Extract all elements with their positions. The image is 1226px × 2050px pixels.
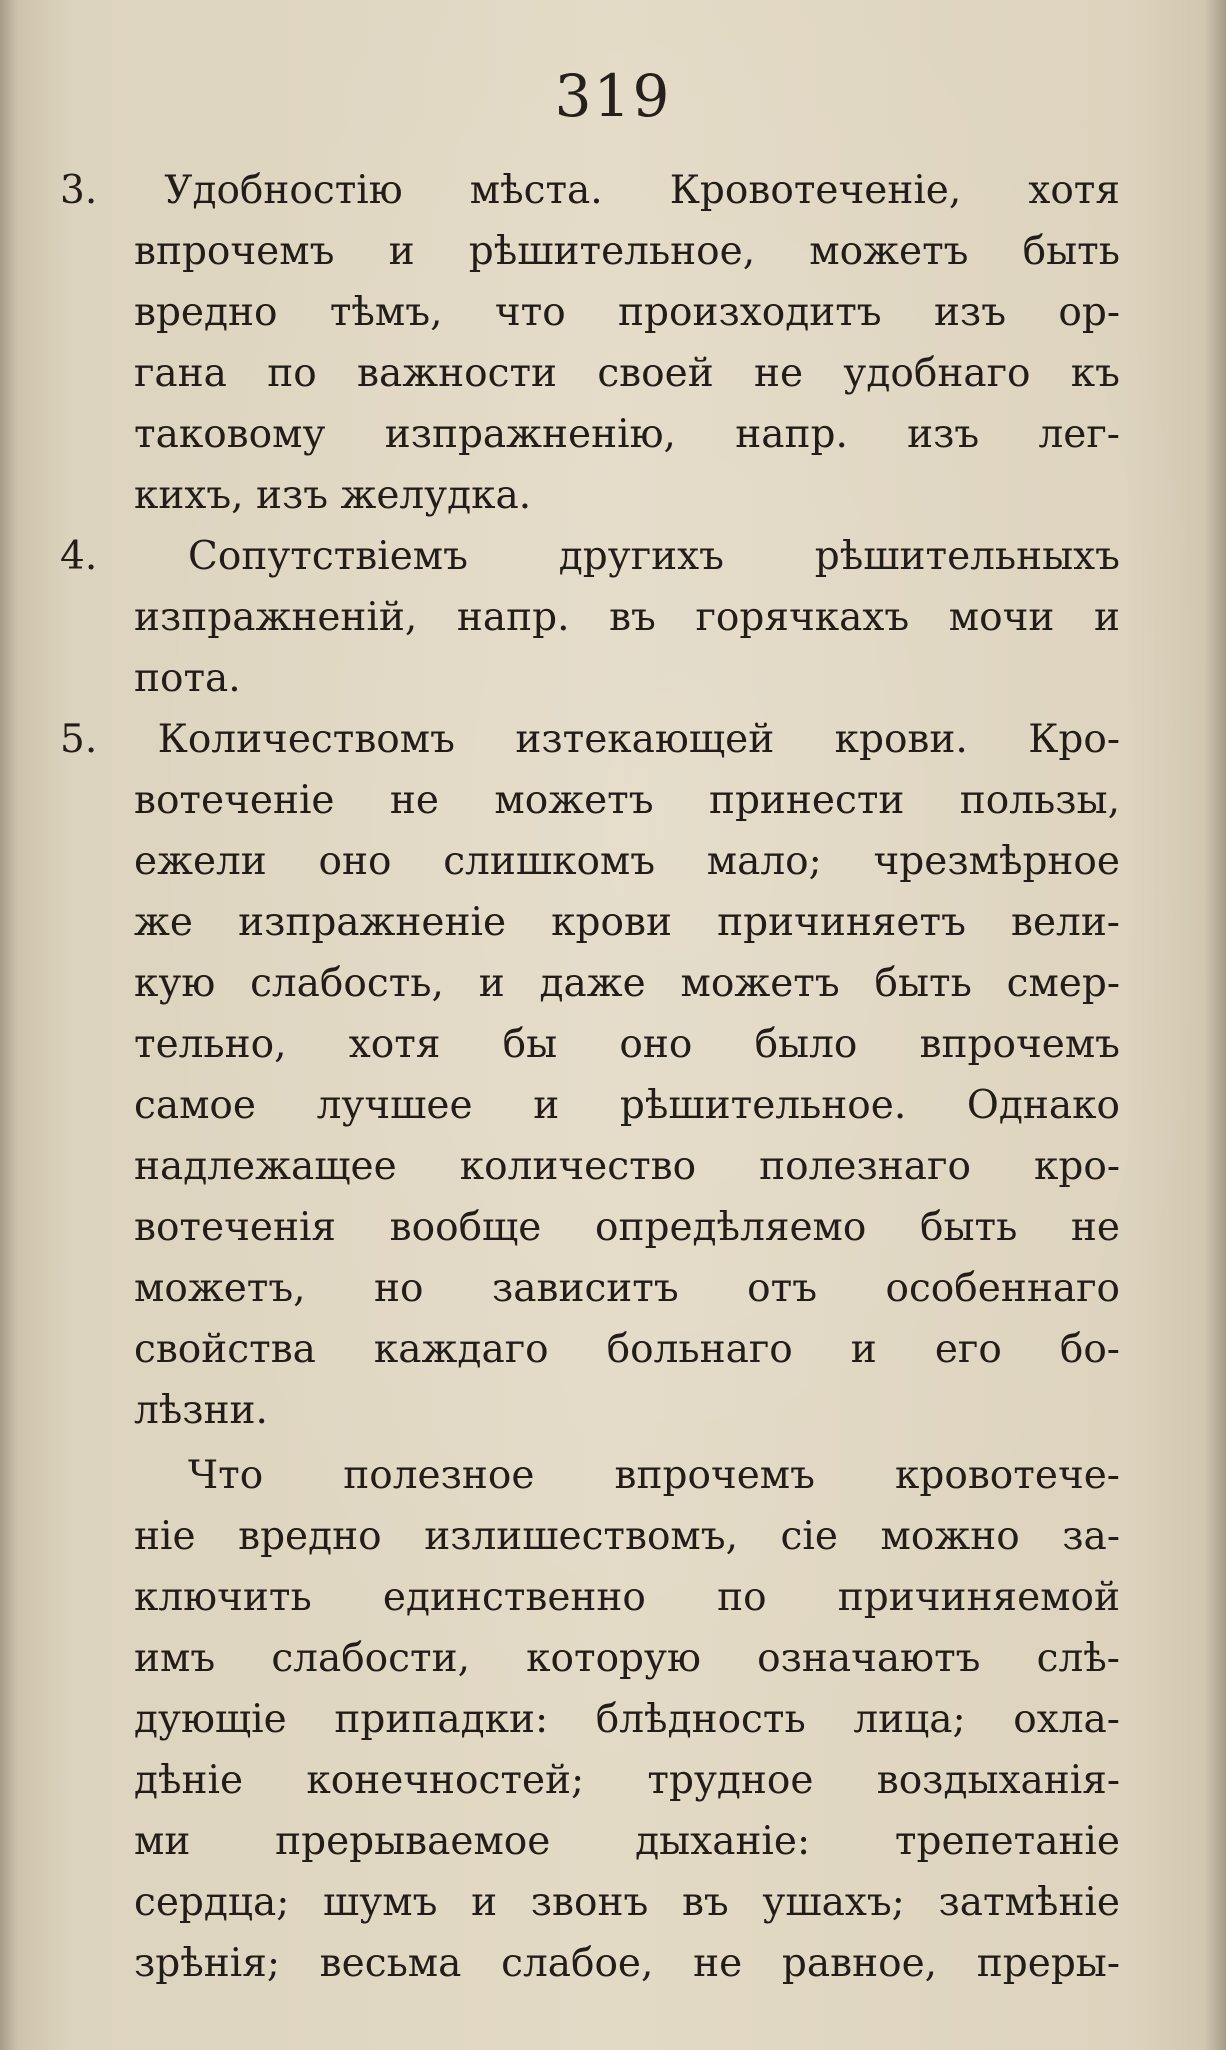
text-line: Что полезное впрочемъ кровотече-	[188, 1453, 1120, 1498]
text-line: вотеченіе не можетъ принести пользы,	[134, 778, 1120, 823]
text-line: же изпражненіе крови причиняетъ вели-	[134, 900, 1120, 945]
text-line: таковому изпражненію, напр. изъ лег-	[134, 412, 1120, 457]
text-line: сердца; шумъ и звонъ въ ушахъ; затмѣніе	[134, 1880, 1120, 1925]
text-line: 4. Сопутствіемъ другихъ рѣшительныхъ	[60, 534, 1120, 579]
text-line: тельно, хотя бы оно было впрочемъ	[134, 1022, 1120, 1067]
text-line: надлежащее количество полезнаго кро-	[134, 1144, 1120, 1189]
text-line: ключить единственно по причиняемой	[134, 1575, 1120, 1620]
text-line: самое лучшее и рѣшительное. Однако	[134, 1083, 1120, 1128]
text-line: пота.	[134, 656, 241, 701]
text-line: ніе вредно излишествомъ, сіе можно за-	[134, 1514, 1120, 1559]
text-line: дѣніе конечностей; трудное воздыханія-	[134, 1758, 1120, 1803]
text-line: вотеченія вообще опредѣляемо быть не	[134, 1205, 1120, 1250]
text-line: ми прерываемое дыханіе: трепетаніе	[134, 1819, 1120, 1864]
text-line: можетъ, но зависитъ отъ особеннаго	[134, 1266, 1120, 1311]
page-number: 319	[554, 62, 672, 130]
text-line: лѣзни.	[134, 1388, 268, 1433]
page-body-text	[60, 160, 1120, 1994]
text-line: гана по важности своей не удобнаго къ	[134, 351, 1120, 396]
text-line: впрочемъ и рѣшительное, можетъ быть	[134, 229, 1120, 274]
text-line: дующіе припадки: блѣдность лица; охла-	[134, 1697, 1120, 1742]
page-edge-shadow	[1204, 0, 1226, 2050]
text-line: ежели оно слишкомъ мало; чрезмѣрное	[134, 839, 1120, 884]
text-line: имъ слабости, которую означаютъ слѣ-	[134, 1636, 1120, 1681]
text-line: свойства каждаго больнаго и его бо-	[134, 1327, 1120, 1372]
text-line: кихъ, изъ желудка.	[134, 473, 532, 518]
text-line: 5. Количествомъ изтекающей крови. Кро-	[60, 717, 1120, 762]
text-line: зрѣнія; весьма слабое, не равное, преры-	[134, 1941, 1120, 1986]
page-gutter-shadow	[0, 0, 18, 2050]
text-line: кую слабость, и даже можетъ быть смер-	[134, 961, 1120, 1006]
text-line: вредно тѣмъ, что произходитъ изъ ор-	[134, 290, 1120, 335]
text-line: 3. Удобностію мѣста. Кровотеченіе, хотя	[60, 168, 1120, 213]
text-line: изпражненій, напр. въ горячкахъ мочи и	[134, 595, 1120, 640]
